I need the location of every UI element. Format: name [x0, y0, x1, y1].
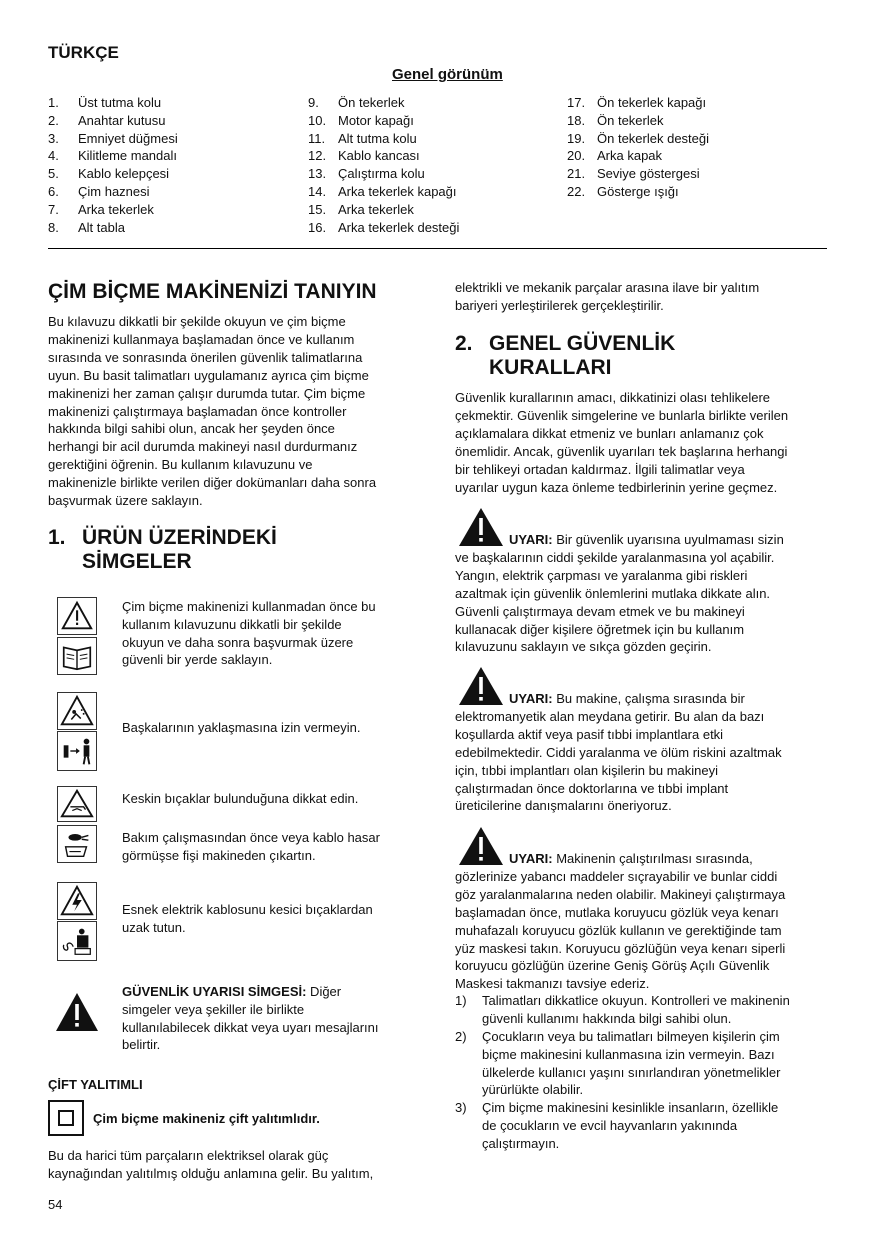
language-heading: TÜRKÇE: [48, 43, 119, 62]
part-item: 18. Ön tekerlek: [567, 112, 664, 128]
section-divider: [48, 248, 827, 249]
section-2-heading: 2. GENEL GÜVENLİK KURALLARI: [455, 332, 676, 379]
overview-title: Genel görünüm: [392, 66, 503, 83]
intro-title: ÇİM BİÇME MAKİNENİZİ TANIYIN: [48, 280, 377, 303]
keep-cable-away-icon: [57, 921, 97, 961]
part-item: 14. Arka tekerlek kapağı: [308, 183, 457, 199]
warning-1-text: UYARI: Bir güvenlik uyarısına uyulmaması sizin ve başkalarının ciddi şekilde yaralanmasına yol açabilir. Yangın, elektrik çarpması ve yaralanma gibi riskleri azaltmak için güvenlik önlemlerini mutlaka dikkate alın. Güvenli çalıştırmaya devam etmek ve bu makineyi kullanacak diğer kişilere öğretmek için bu kullanım kılavuzunu saklayın ve sıkça gözden geçirin.: [455, 532, 784, 655]
thrown-objects-icon: [57, 692, 97, 730]
insulation-continuation: elektrikli ve mekanik parçalar arasına ilave bir yalıtım bariyeri yerleştirilerek gerçekleştirilir.: [455, 280, 760, 313]
keep-bystanders-away-icon: [57, 731, 97, 771]
warning-symbol-icon: [57, 597, 97, 635]
parts-list-column-2: [308, 94, 459, 236]
part-item: 10. Motor kapağı: [308, 112, 414, 128]
safety-alert-icon: [54, 991, 100, 1033]
parts-list-column-1: [48, 94, 178, 236]
part-item: 15. Arka tekerlek: [308, 201, 414, 217]
read-manual-icon: [57, 637, 97, 675]
part-item: 3. Emniyet düğmesi: [48, 130, 178, 146]
part-item: 1. Üst tutma kolu: [48, 95, 162, 110]
part-item: 7. Arka tekerlek: [48, 201, 154, 217]
warning-label: UYARI:: [509, 532, 553, 547]
part-item: 16. Arka tekerlek desteği: [308, 219, 460, 235]
part-item: 20. Arka kapak: [567, 148, 663, 164]
warning-label: UYARI:: [509, 851, 553, 866]
part-item: 5. Kablo kelepçesi: [48, 166, 170, 182]
double-insulation-text: Çim biçme makineniz çift yalıtımlıdır.: [93, 1111, 320, 1126]
double-insulation-description: Bu da harici tüm parçaların elektriksel olarak güç kaynağından yalıtılmış olduğu anlamına gelir. Bu yalıtım,: [48, 1148, 374, 1181]
warning-label: UYARI:: [509, 691, 553, 706]
warning-2-text: UYARI: Bu makine, çalışma sırasında bir elektromanyetik alan meydana getirir. Bu alan da bazı koşullarda aktif veya pasif tıbbi implantlara etki edebilmektedir. Ciddi yaralanma ve ölüm riskini azaltmak için, tıbbi implantları olan kişilerin bu makineyi çalıştırmadan önce doktorlarına ve tıbbi implant üreticilerine danışmalarını öneriyoruz.: [455, 691, 782, 814]
symbol-1-text: Çim biçme makinenizi kullanmadan önce bu kullanım kılavuzunu dikkatli bir şekilde okuyun ve daha sonra başvurmak üzere güvenli bir yerde saklayın.: [122, 599, 376, 668]
parts-list-column-3: [567, 94, 709, 201]
intro-paragraph: Bu kılavuzu dikkatli bir şekilde okuyun ve çim biçme makinenizi kullanmaya başlamadan önce ve kullanım sırasında ve sonrasında önerilen güvenlik talimatlarına uyun. Bu basit talimatları uygulamanız ayrıca çim biçme makinenizi her zaman çalışır durumda tutar. Çim biçme makinenizi çalıştırmaya başlamadan önce kontroller hakkında bilgi sahibi olun, ancak her şeyden önce herhangi bir acil durumda makineyi nasıl durdurmanız gerektiğini öğrenin. Bu kullanım kılavuzunu ve makinenizle birlikte verilen diğer dokümanları daha sonra başvurmak üzere saklayın.: [48, 314, 377, 509]
part-item: 11. Alt tutma kolu: [308, 130, 417, 146]
symbol-6-text: GÜVENLİK UYARISI SİMGESİ: Diğer simgeler veya şekiller ile birlikte kullanılabilecek dikkat veya uyarı mesajlarını belirtir.: [122, 984, 379, 1053]
electric-shock-warning-icon: [57, 882, 97, 920]
symbol-5-text: Esnek elektrik kablosunu kesici bıçaklardan uzak tutun.: [122, 902, 373, 935]
part-item: 6. Çim haznesi: [48, 183, 150, 199]
part-item: 13. Çalıştırma kolu: [308, 166, 425, 182]
part-item: 22. Gösterge ışığı: [567, 183, 679, 199]
symbol-3-text: Keskin bıçaklar bulunduğuna dikkat edin.: [122, 791, 359, 806]
part-item: 12. Kablo kancası: [308, 148, 420, 164]
double-insulation-title: ÇİFT YALITIMLI: [48, 1077, 143, 1092]
page-number: 54: [48, 1197, 63, 1212]
sharp-blades-icon: [57, 786, 97, 822]
symbol-4-text: Bakım çalışmasından önce veya kablo hasar görmüşse fişi makineden çıkartın.: [122, 830, 380, 863]
part-item: 17. Ön tekerlek kapağı: [567, 95, 707, 110]
double-insulation-icon: [48, 1100, 84, 1136]
warning-3-text: UYARI: Makinenin çalıştırılması sırasında, gözlerinize yabancı maddeler sıçrayabilir ve bunlar ciddi göz yaralanmalarına neden olabilir. Makineyi çalıştırmaya başlamadan önce, mutlaka koruyucu gözlük veya kenarı muhafazalı koruyucu gözlük kullanın ve gerektiğinde tam yüz maskesi takın. Koruyucu gözlüğün veya kenarı siperli koruyucu gözlüğün üzerine Geniş Görüş Açılı Güvenlik Maskesi takmanızı tavsiye ederiz.: [455, 851, 786, 992]
safety-alert-label: GÜVENLİK UYARISI SİMGESİ:: [122, 984, 307, 999]
symbol-2-text: Başkalarının yaklaşmasına izin vermeyin.: [122, 720, 361, 735]
part-item: 21. Seviye göstergesi: [567, 166, 700, 182]
section-2-paragraph: Güvenlik kurallarının amacı, dikkatinizi olası tehlikelere çekmektir. Güvenlik simgelerine ve bunlarla birlikte verilen açıklamalara dikkat etmeniz ve bunları anlamanız çok önemlidir. Ancak, güvenlik uyarıları tek başlarına herhangi bir tehlikeyi ortadan kaldırmaz. İlgili talimatlar veya uyarılar uygun kaza önleme tedbirlerinin yerine geçmez.: [455, 390, 789, 495]
section-1-heading: 1. ÜRÜN ÜZERİNDEKİ SİMGELER: [48, 526, 277, 573]
part-item: 4. Kilitleme mandalı: [48, 148, 177, 164]
part-item: 9. Ön tekerlek: [308, 95, 405, 110]
unplug-before-maintenance-icon: [57, 825, 97, 863]
part-item: 19. Ön tekerlek desteği: [567, 130, 710, 146]
part-item: 8. Alt tabla: [48, 219, 125, 235]
part-item: 2. Anahtar kutusu: [48, 112, 166, 128]
